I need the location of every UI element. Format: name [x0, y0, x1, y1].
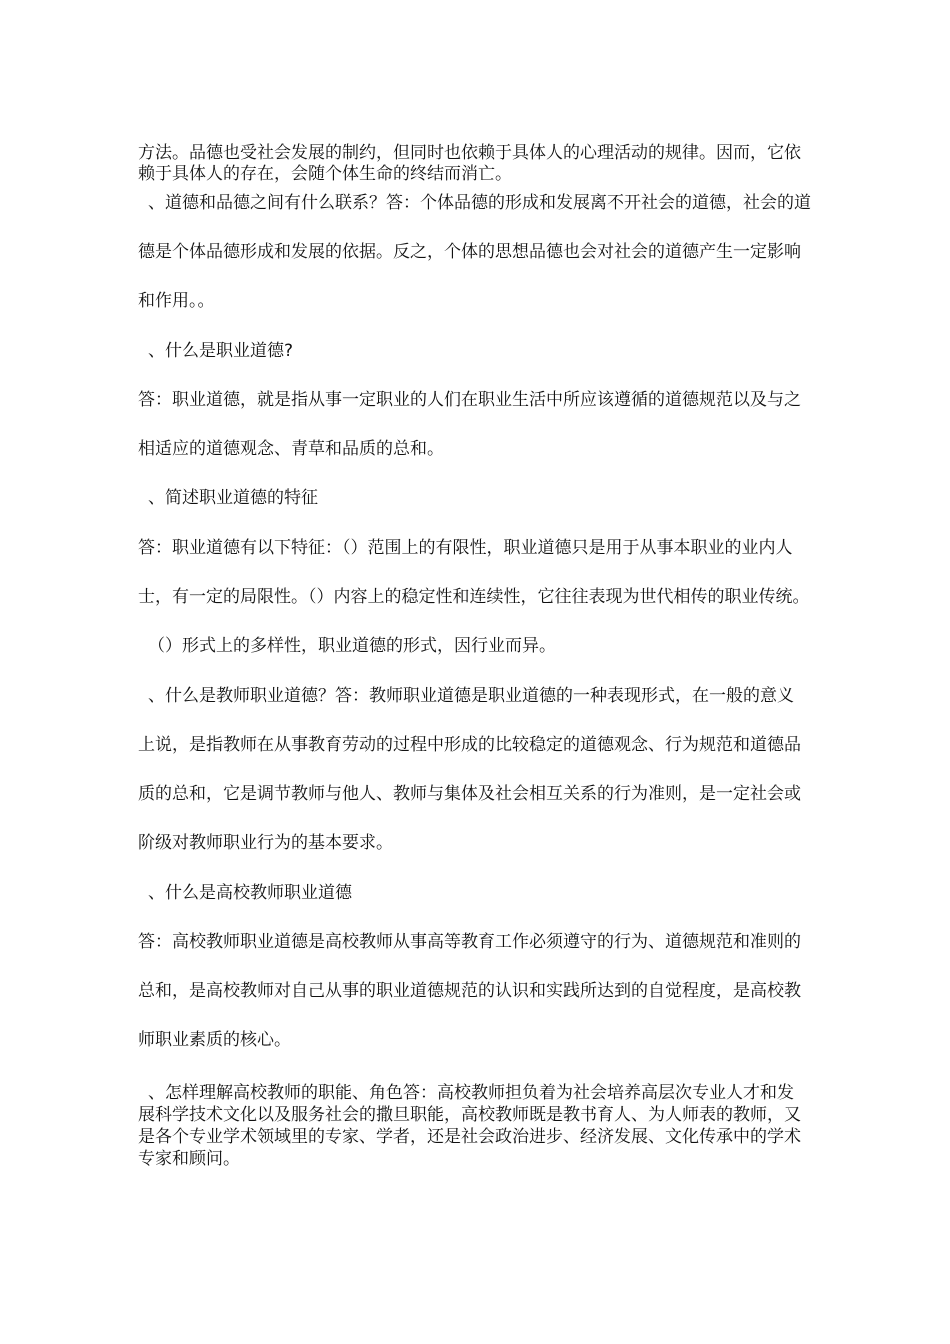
text-line: 赖于具体人的存在，会随个体生命的终结而消亡。: [138, 164, 512, 184]
text-line: 方法。品德也受社会发展的制约，但同时也依赖于具体人的心理活动的规律。因而，它依: [138, 143, 801, 163]
text-line: 答：职业道德有以下特征：（）范围上的有限性，职业道德只是用于从事本职业的业内人: [138, 538, 793, 558]
text-line: 专家和顾问。: [138, 1149, 240, 1169]
text-line: 和作用。。: [138, 291, 215, 311]
question-heading: 、简述职业道德的特征: [148, 488, 318, 508]
text-line: 答：职业道德，就是指从事一定职业的人们在职业生活中所应该遵循的道德规范以及与之: [138, 390, 801, 410]
text-line: 相适应的道德观念、青草和品质的总和。: [138, 439, 444, 459]
text-line: 答：高校教师职业道德是高校教师从事高等教育工作必须遵守的行为、道德规范和准则的: [138, 932, 801, 952]
text-line: 德是个体品德形成和发展的依据。反之，个体的思想品德也会对社会的道德产生一定影响: [138, 242, 801, 262]
text-line: （）形式上的多样性，职业道德的形式，因行业而异。: [148, 636, 556, 656]
text-line: 总和，是高校教师对自己从事的职业道德规范的认识和实践所达到的自觉程度，是高校教: [138, 981, 801, 1001]
text-line: 是各个专业学术领域里的专家、学者，还是社会政治进步、经济发展、文化传承中的学术: [138, 1127, 801, 1147]
question-heading: 、什么是教师职业道德？答：教师职业道德是职业道德的一种表现形式，在一般的意义: [148, 686, 794, 706]
text-line: 师职业素质的核心。: [138, 1030, 291, 1050]
text-line: 展科学技术文化以及服务社会的撒旦职能，高校教师既是教书育人、为人师表的教师，又: [138, 1105, 801, 1125]
question-heading: 、道德和品德之间有什么联系？答：个体品德的形成和发展离不开社会的道德，社会的道: [148, 193, 811, 213]
text-line: 阶级对教师职业行为的基本要求。: [138, 833, 393, 853]
text-line: 质的总和，它是调节教师与他人、教师与集体及社会相互关系的行为准则，是一定社会或: [138, 784, 801, 804]
text-line: 士，有一定的局限性。（）内容上的稳定性和连续性，它往往表现为世代相传的职业传统。: [138, 587, 810, 607]
question-heading: 、怎样理解高校教师的职能、角色答：高校教师担负着为社会培养高层次专业人才和发: [148, 1083, 794, 1103]
question-heading: 、什么是职业道德?: [148, 341, 294, 361]
question-heading: 、什么是高校教师职业道德: [148, 883, 352, 903]
text-line: 上说，是指教师在从事教育劳动的过程中形成的比较稳定的道德观念、行为规范和道德品: [138, 735, 801, 755]
